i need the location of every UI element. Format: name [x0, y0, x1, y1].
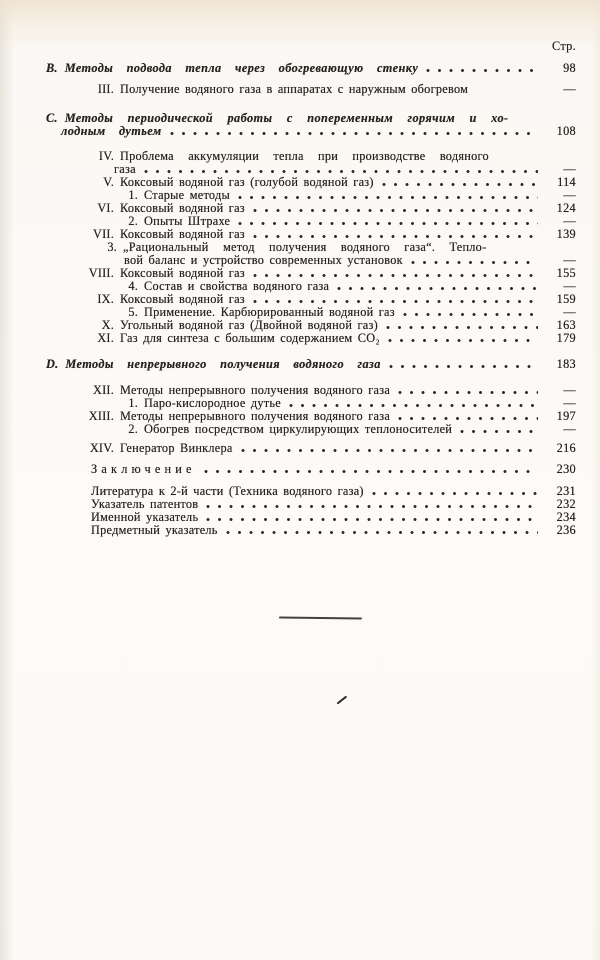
toc-entry-page: 139 [556, 227, 576, 241]
dot-leader [388, 338, 538, 343]
toc-entry-title: Угольный водяной газ (Двойной водяной газ) [120, 318, 378, 332]
dot-leader [253, 299, 538, 304]
toc-entry-number: B. [46, 61, 58, 75]
toc-entry-number: V. [103, 175, 114, 189]
toc-entry-number: 3. [107, 240, 117, 254]
dot-leader [206, 517, 538, 522]
toc-entry [46, 202, 576, 215]
toc-entry-title: Газ для синтеза с большим содержанием CO₂ [120, 331, 380, 345]
toc-content [46, 40, 576, 537]
toc-entry [46, 463, 576, 476]
toc-entry [46, 384, 576, 397]
toc-entry-page: 231 [556, 484, 576, 498]
toc-entry-page: 234 [556, 510, 576, 524]
toc-entry-page: 163 [556, 318, 576, 332]
toc-entry-title: Состав и свойства водяного газа [144, 279, 330, 293]
toc-entry [46, 176, 576, 189]
toc-entry-page: — [563, 305, 576, 319]
dot-leader [206, 504, 538, 509]
toc-entry-title: Методы непрерывного получения водяного газа [120, 409, 391, 423]
toc-entry-title: Коксовый водяной газ [120, 266, 245, 280]
toc-entry-title-continuation: вой баланс и устройство современных установок [124, 253, 403, 267]
toc-entry-title: Применение. Карбюрированный водяной газ [144, 305, 395, 319]
toc-entry-title: Проблема аккумуляции тепла при производстве водяного [120, 149, 489, 163]
toc-entry-number: XIII. [88, 409, 114, 423]
toc-entry-page: 155 [556, 266, 576, 280]
toc-entry-title-continuation: лодным дутьем [61, 124, 162, 138]
dot-leader [398, 390, 538, 395]
dot-leader [253, 273, 538, 278]
toc-entry-title: Предметный указатель [91, 523, 218, 537]
dot-leader [389, 364, 538, 369]
toc-entry-number: VII. [93, 227, 114, 241]
toc-entry-title: Методы периодической работы с попеременным горячим и хо- [64, 111, 509, 125]
toc-entry-title: Методы непрерывного получения водяного газа [65, 357, 381, 371]
toc-entry-page: — [563, 214, 576, 228]
toc-entry [46, 83, 576, 96]
toc-entry [46, 423, 576, 436]
toc-entry [46, 241, 576, 267]
toc-entry-number: VIII. [88, 266, 114, 280]
toc-entry-number: 1. [128, 188, 138, 202]
toc-entry-page: 159 [556, 292, 576, 306]
dot-leader [204, 469, 538, 474]
toc-entry-title: Получение водяного газа в аппаратах с наружным обогревом [120, 82, 469, 96]
dot-leader [398, 416, 538, 421]
dot-leader [403, 312, 538, 317]
toc-entry-page: 108 [556, 124, 576, 138]
section-divider-rule [279, 616, 362, 619]
toc-entry-title: Паро-кислородное дутье [144, 396, 281, 410]
toc-entry-title: Заключение [91, 462, 196, 476]
toc-entry [46, 150, 576, 176]
toc-entry-title: Обогрев посредством циркулирующих теплоносителей [144, 422, 453, 436]
toc-entry-page: — [563, 253, 576, 267]
toc-entry [46, 112, 576, 138]
toc-entry [46, 442, 576, 455]
toc-entry-title: Указатель патентов [91, 497, 199, 511]
toc-entry-title-continuation: газа [114, 162, 136, 176]
toc-entry-number: XI. [97, 331, 114, 345]
toc-entry-number: VI. [97, 201, 114, 215]
toc-entry [46, 332, 576, 345]
toc-entry-page: 124 [556, 201, 576, 215]
page-column-header: Стр. [552, 39, 576, 53]
toc-entry-number: 4. [128, 279, 138, 293]
toc-entry [46, 62, 576, 75]
toc-entry-number: 5. [128, 305, 138, 319]
toc-entry-title: Литература к 2-й части (Техника водяного газа) [91, 484, 364, 498]
dot-leader [476, 89, 538, 94]
toc-entry-title: Генератор Винклера [120, 441, 233, 455]
toc-entry-title: „Рациональный метод получения водяного газа“. Тепло- [123, 240, 487, 254]
pen-mark [337, 696, 348, 705]
toc-entry-number: 2. [128, 214, 138, 228]
dot-leader [460, 429, 538, 434]
toc-list [46, 62, 576, 537]
toc-entry-number: D. [46, 357, 59, 371]
toc-entry-title: Методы подвода тепла через обогревающую стенку [64, 61, 419, 75]
toc-entry-title: Старые методы [144, 188, 230, 202]
toc-entry-page: 230 [556, 462, 576, 476]
toc-entry-number: IX. [97, 292, 114, 306]
toc-entry-title: Коксовый водяной газ (голубой водяной газ) [120, 175, 374, 189]
toc-entry-number: III. [97, 82, 114, 96]
toc-entry-page: — [563, 383, 576, 397]
toc-entry-title: Коксовый водяной газ [120, 227, 245, 241]
toc-entry-page: — [563, 162, 576, 176]
dot-leader [289, 403, 538, 408]
toc-entry [46, 358, 576, 371]
toc-entry-title: Именной указатель [91, 510, 199, 524]
toc-entry-page: 216 [556, 441, 576, 455]
toc-entry-page: — [563, 422, 576, 436]
toc-entry-title: Коксовый водяной газ [120, 292, 245, 306]
toc-entry-number: C. [46, 111, 58, 125]
toc-entry [46, 524, 576, 537]
toc-entry-title: Методы непрерывного получения водяного газа [120, 383, 391, 397]
toc-entry-page: 114 [557, 175, 576, 189]
toc-entry-title: Коксовый водяной газ [120, 201, 245, 215]
toc-entry-page: 197 [556, 409, 576, 423]
dot-leader [411, 260, 538, 265]
dot-leader [253, 234, 538, 239]
toc-entry-page: 98 [563, 61, 576, 75]
toc-entry-page: 183 [556, 357, 576, 371]
toc-entry-number: X. [101, 318, 114, 332]
toc-entry-page: — [563, 188, 576, 202]
dot-leader [170, 131, 538, 136]
toc-entry-page: 232 [556, 497, 576, 511]
dot-leader [337, 286, 538, 291]
dot-leader [386, 325, 538, 330]
dot-leader [372, 491, 538, 496]
dot-leader [241, 448, 538, 453]
dot-leader [426, 68, 538, 73]
dot-leader [144, 169, 538, 174]
toc-entry-title: Опыты Штрахе [144, 214, 231, 228]
toc-entry-page: 236 [556, 523, 576, 537]
toc-entry-number: 2. [128, 422, 138, 436]
toc-entry-page: — [563, 279, 576, 293]
toc-entry-page: — [563, 396, 576, 410]
toc-entry-page: 179 [556, 331, 576, 345]
dot-leader [382, 182, 538, 187]
toc-entry-page: — [563, 82, 576, 96]
toc-entry-number: XII. [93, 383, 114, 397]
toc-entry-number: IV. [98, 149, 114, 163]
toc-entry-number: 1. [128, 396, 138, 410]
dot-leader [253, 208, 538, 213]
dot-leader [238, 195, 538, 200]
dot-leader [226, 530, 538, 535]
toc-entry-number: XIV. [89, 441, 114, 455]
dot-leader [238, 221, 538, 226]
